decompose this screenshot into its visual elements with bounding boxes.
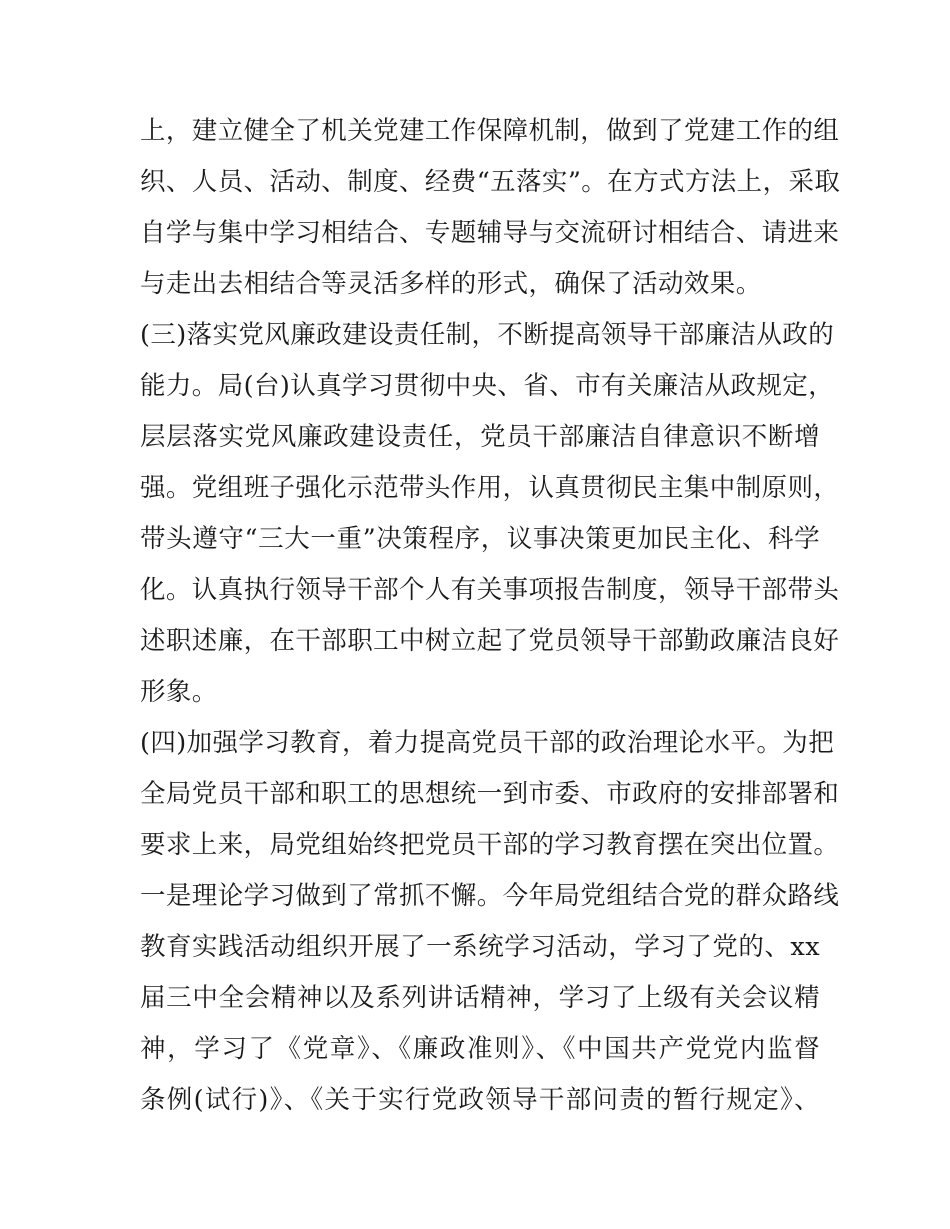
text-line: 强。党组班子强化示范带头作用，认真贯彻民主集中制原则， [140,473,840,503]
text-line: 能力。局(台)认真学习贯彻中央、省、市有关廉洁从政规定， [140,371,835,401]
text-line: 要求上来，局党组始终把党员干部的学习教育摆在突出位置。 [140,830,840,860]
text-line: 述职述廉，在干部职工中树立起了党员领导干部勤政廉洁良好 [140,626,840,656]
text-line: (四)加强学习教育，着力提高党员干部的政治理论水平。为把 [140,728,835,758]
text-line: 自学与集中学习相结合、专题辅导与交流研讨相结合、请进来 [140,218,840,248]
text-line: 神，学习了《党章》、《廉政准则》、《中国共产党党内监督 [140,1034,820,1064]
text-line: 层层落实党风廉政建设责任，党员干部廉洁自律意识不断增 [140,422,820,452]
text-line: 条例(试行)》、《关于实行党政领导干部问责的暂行规定》、 [140,1085,820,1115]
text-line: 全局党员干部和职工的思想统一到市委、市政府的安排部署和 [140,779,840,809]
text-line: 上，建立健全了机关党建工作保障机制，做到了党建工作的组 [140,116,840,146]
text-line: 教育实践活动组织开展了一系统学习活动，学习了党的、xx [140,932,820,962]
text-line: (三)落实党风廉政建设责任制，不断提高领导干部廉洁从政的 [140,320,835,350]
text-line: 届三中全会精神以及系列讲话精神，学习了上级有关会议精 [140,983,820,1013]
text-line: 一是理论学习做到了常抓不懈。今年局党组结合党的群众路线 [140,881,840,911]
text-line: 化。认真执行领导干部个人有关事项报告制度，领导干部带头 [140,575,840,605]
body-text [140,106,841,1126]
text-line: 与走出去相结合等灵活多样的形式，确保了活动效果。 [140,269,762,299]
text-line: 形象。 [140,677,218,707]
text-line: 织、人员、活动、制度、经费“五落实”。在方式方法上，采取 [140,167,841,197]
text-line: 带头遵守“三大一重”决策程序，议事决策更加民主化、科学 [140,524,820,554]
